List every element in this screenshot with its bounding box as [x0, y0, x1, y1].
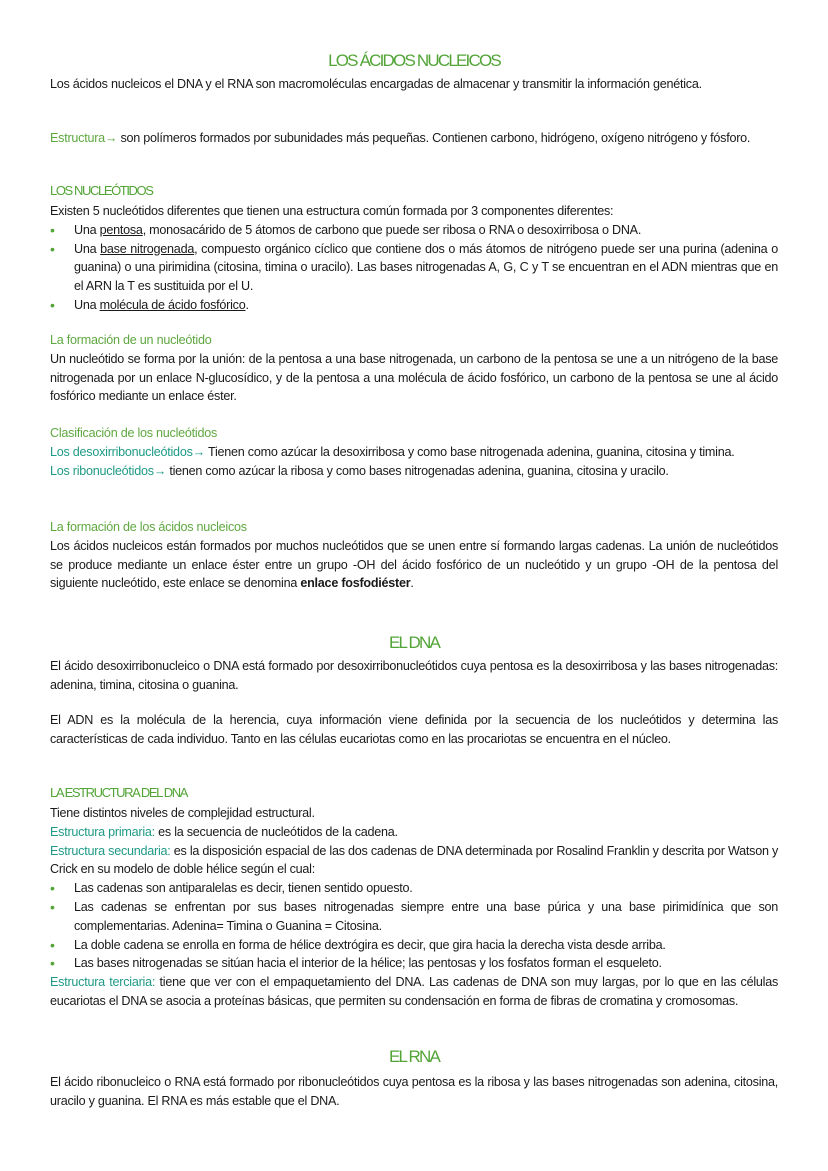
arrow-icon: →	[153, 463, 167, 478]
text: Una	[74, 297, 100, 312]
label: Estructura terciaria:	[50, 975, 156, 990]
nucleotidos-heading: LOS NUCLEÓTIDOS	[50, 183, 153, 198]
rna-title: EL RNA	[389, 1047, 439, 1066]
term: pentosa	[99, 222, 143, 237]
text: Una	[74, 222, 100, 237]
label: Estructura primaria:	[50, 824, 155, 839]
label: Los ribonucleótidos	[50, 463, 154, 478]
estructura-label: Estructura	[50, 131, 105, 145]
text: es la secuencia de nucleótidos de la cadena.	[154, 824, 398, 839]
dna-paragraph-2: El ADN es la molécula de la herencia, cuya información viene definida por la secuencia de los nucleótidos y determina las características de cada individuo. Tanto en las células eucariotas como en las procariotas se encuentra en el núcleo.	[50, 713, 778, 746]
list-item	[50, 221, 778, 240]
clasificacion-item	[50, 443, 778, 462]
text: tienen como azúcar la ribosa y como bases nitrogenadas adenina, guanina, citosina y uracilo.	[166, 463, 669, 478]
text: .	[410, 576, 414, 591]
text: , monosacárido de 5 átomos de carbono que puede ser ribosa o RNA o desoxirribosa o DNA.	[142, 222, 642, 237]
text: , compuesto orgánico cíclico que contiene dos o más átomos de nitrógeno puede ser una purina (adenina o guanina) o una pirimidina (citosina, timina o uracilo). Las bases nitrogenadas A, G, C y T se encuentran en el ADN mientras que en el ARN la T es sustituida por el U.	[74, 241, 778, 294]
rna-paragraph: El ácido ribonucleico o RNA está formado por ribonucleótidos cuya pentosa es la ribosa y las bases nitrogenadas son adenina, citosina, uracilo y guanina. El RNA es más estable que el DNA.	[50, 1075, 778, 1108]
dna-paragraph-1: El ácido desoxirribonucleico o DNA está formado por desoxirribonucleótidos cuya pentosa es la desoxirribosa y las bases nitrogenadas: adenina, timina, citosina o guanina.	[50, 659, 778, 692]
term: molécula de ácido fosfórico	[99, 297, 246, 312]
nucleotidos-list	[50, 221, 778, 315]
arrow-icon: →	[192, 444, 205, 459]
text: .	[245, 297, 249, 312]
estructura-intro: Tiene distintos niveles de complejidad estructural.	[50, 806, 315, 820]
list-item	[50, 240, 778, 296]
estructura-secundaria	[50, 842, 778, 880]
estructura-dna-section	[50, 804, 778, 1011]
clasificacion-item	[50, 462, 778, 481]
estructura-terciaria	[50, 973, 778, 1011]
nucleotidos-section	[50, 202, 778, 315]
term: base nitrogenada	[100, 241, 195, 256]
text: Una	[74, 241, 101, 256]
page-title: LOS ÁCIDOS NUCLEICOS	[328, 51, 500, 70]
bold-term: enlace fosfodiéster	[300, 576, 411, 591]
estructura-paragraph	[50, 129, 778, 148]
list-item: • La doble cadena se enrolla en forma de hélice dextrógira es decir, que gira hacia la derecha vista desde arriba.	[50, 936, 778, 955]
list-item: • Las cadenas se enfrentan por sus bases nitrogenadas siempre entre una base púrica y una base pirimidínica que son complementarias. Adenina= Timina o Guanina = Citosina.	[50, 898, 778, 936]
intro-paragraph: Los ácidos nucleicos el DNA y el RNA son macromoléculas encargadas de almacenar y transmitir la información genética.	[50, 77, 702, 91]
label: Estructura secundaria:	[50, 843, 171, 858]
text: tiene que ver con el empaquetamiento del DNA. Las cadenas de DNA son muy largas, por lo que en las células eucariotas el DNA se asocia a proteínas básicas, que permiten su condensación en forma de fibras de cromatina y cromosomas.	[50, 975, 779, 1008]
estructura-primaria	[50, 823, 778, 842]
clasificacion-heading: Clasificación de los nucleótidos	[50, 426, 218, 440]
formacion-acidos-heading: La formación de los ácidos nucleicos	[50, 520, 247, 534]
formacion-nucleotido-section	[50, 331, 778, 406]
text: Los ácidos nucleicos están formados por muchos nucleótidos que se unen entre sí formando largas cadenas. La unión de nucleótidos se produce mediante un enlace éster entre un grupo -OH del ácido fosfórico de un nucleótido y un grupo -OH de la pentosa del siguiente nucleótido, este enlace se denomina	[50, 538, 778, 591]
dna-title: EL DNA	[389, 633, 439, 652]
text: es la disposición espacial de las dos cadenas de DNA determinada por Rosalind Franklin y descrita por Watson y Crick en su modelo de doble hélice según el cual:	[50, 843, 779, 877]
list-item: • Las bases nitrogenadas se sitúan hacia el interior de la hélice; las pentosas y los fosfatos forman el esqueleto.	[50, 954, 778, 973]
label: Los desoxirribonucleótidos	[50, 444, 193, 459]
secundaria-list	[50, 879, 778, 973]
clasificacion-section	[50, 424, 778, 480]
estructura-text: son polímeros formados por subunidades más pequeñas. Contienen carbono, hidrógeno, oxígeno nitrógeno y fósforo.	[117, 131, 751, 145]
arrow-icon: →	[104, 131, 118, 145]
formacion-nucleotido-text: Un nucleótido se forma por la unión: de la pentosa a una base nitrogenada, un carbono de la pentosa se une a un nitrógeno de la base nitrogenada por un enlace N-glucosídico, y de la pentosa a una molécula de ácido fosfórico, un carbono de la pentosa se une al ácido fosfórico mediante un enlace éster.	[50, 351, 778, 404]
text: Tienen como azúcar la desoxirribosa y como base nitrogenada adenina, guanina, citosina y timina.	[204, 444, 735, 459]
list-item	[50, 296, 778, 315]
formacion-nucleotido-heading: La formación de un nucleótido	[50, 333, 212, 347]
list-item: • Las cadenas son antiparalelas es decir, tienen sentido opuesto.	[50, 879, 778, 898]
formacion-acidos-section	[50, 518, 778, 593]
formacion-acidos-text	[50, 537, 778, 593]
nucleotidos-intro: Existen 5 nucleótidos diferentes que tienen una estructura común formada por 3 componentes diferentes:	[50, 204, 614, 218]
estructura-dna-heading: LA ESTRUCTURA DEL DNA	[50, 785, 187, 800]
